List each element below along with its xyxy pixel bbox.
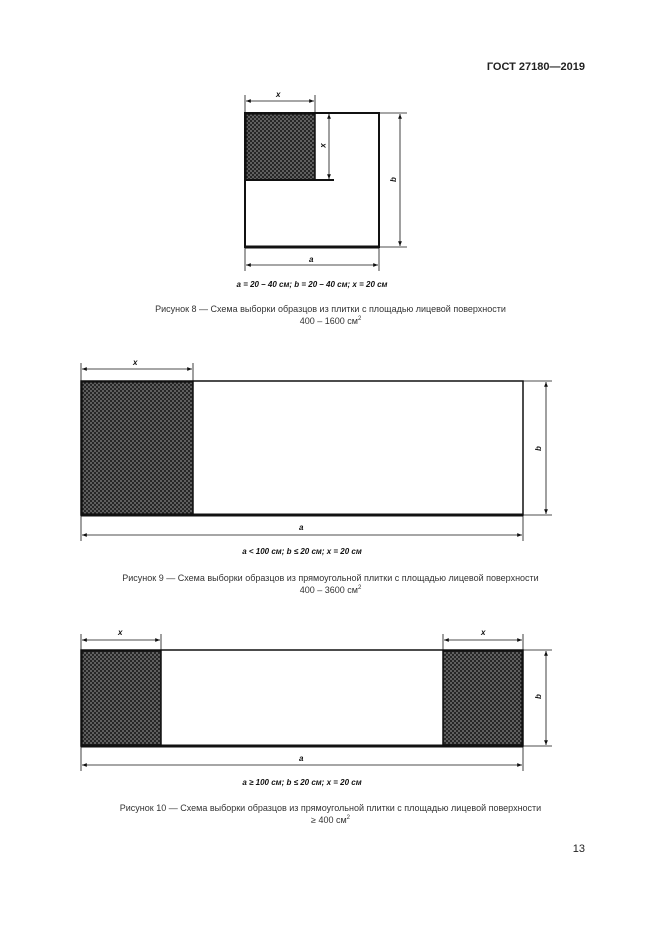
sample-area-left xyxy=(82,651,161,745)
label-x-left: x xyxy=(118,628,123,637)
figure-10 xyxy=(81,634,552,771)
figure-10-caption xyxy=(60,802,601,826)
label-a: a xyxy=(299,754,304,763)
figure-8-dimensions: a = 20 – 40 см; b = 20 – 40 см; x = 20 см xyxy=(236,280,388,289)
caption-line-1: Рисунок 8 — Схема выборки образцов из плитки с площадью лицевой поверхности xyxy=(155,304,506,314)
figure-10-dimensions: a ≥ 100 см; b ≤ 20 см; x = 20 см xyxy=(242,778,362,787)
figure-8 xyxy=(245,95,407,271)
label-a: a xyxy=(299,523,304,532)
document-header: ГОСТ 27180—2019 xyxy=(486,61,585,73)
label-x-side: x xyxy=(318,143,328,148)
figure-9 xyxy=(81,363,552,541)
figure-8-caption xyxy=(60,303,601,327)
caption-line-2: ≥ 400 $см^2$ xyxy=(311,815,350,825)
caption-line-2: 400 – 3600 $см^2$ xyxy=(299,585,362,595)
label-x-top: x xyxy=(276,90,281,99)
sample-area xyxy=(82,382,193,514)
sample-area-right xyxy=(443,651,522,745)
sample-area xyxy=(246,114,315,180)
label-a: a xyxy=(309,255,314,264)
label-b: b xyxy=(533,446,543,451)
caption-line-1: Рисунок 10 — Схема выборки образцов из прямоугольной плитки с площадью лицевой поверхности xyxy=(119,803,542,813)
page-number: 13 xyxy=(572,843,585,855)
label-x: x xyxy=(133,358,138,367)
label-b: b xyxy=(533,694,543,699)
label-b: b xyxy=(388,177,398,182)
figure-9-dimensions: a < 100 см; b ≤ 20 см; x = 20 см xyxy=(242,547,362,556)
caption-line-2: 400 – 1600 $см^2$ xyxy=(299,316,362,326)
caption-line-1: Рисунок 9 — Схема выборки образцов из прямоугольной плитки с площадью лицевой поверхности xyxy=(122,573,539,583)
label-x-right: x xyxy=(481,628,486,637)
figure-9-caption xyxy=(60,572,601,596)
